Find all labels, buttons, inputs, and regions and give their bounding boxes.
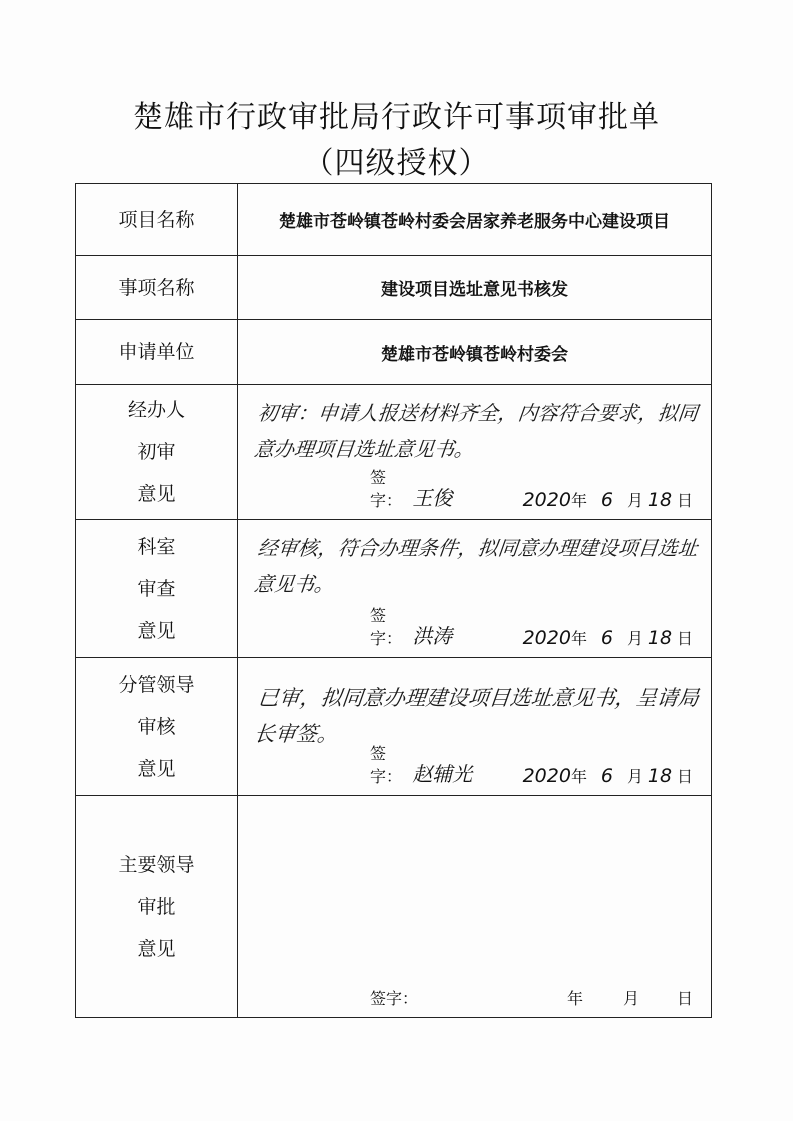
signature-line: [370, 744, 693, 787]
handwritten-opinion: 已审，拟同意办理建设项目选址意见书，呈请局长审签。: [252, 686, 701, 746]
year-unit: 年: [566, 989, 583, 1008]
date-month: 6: [600, 627, 614, 649]
leader-review-row: [76, 658, 712, 796]
applicant-row: [76, 320, 712, 385]
handwritten-opinion: 经审核，符合办理条件，拟同意办理建设项目选址意见书。: [252, 536, 700, 596]
signature-label: 签字：: [370, 744, 403, 786]
chief-approval-row: [76, 796, 712, 1018]
signature-label: 签字：: [370, 989, 419, 1008]
date-day: 18: [647, 489, 673, 511]
signature-line: [370, 979, 693, 1009]
date-year: 2020: [522, 765, 571, 787]
sign-date: [537, 986, 693, 1009]
label-line: 意见: [137, 619, 176, 642]
label-line: 审核: [137, 715, 176, 738]
month-unit: 月: [626, 629, 643, 648]
month-unit: 月: [626, 491, 643, 510]
signature-label: 签字：: [370, 468, 403, 510]
date-day: 18: [647, 765, 673, 787]
label-line: 意见: [137, 757, 176, 780]
document-subtitle: （四级授权）: [303, 146, 490, 181]
sign-date: [497, 764, 693, 787]
year-unit: 年: [570, 629, 587, 648]
signature-line: [370, 606, 693, 649]
year-unit: 年: [570, 491, 587, 510]
signature: 王俊: [412, 486, 453, 510]
day-unit: 日: [676, 629, 693, 648]
leader-review-cell: [238, 658, 712, 796]
label-line: 初审: [137, 441, 176, 463]
signature-line: [370, 468, 693, 511]
chief-approval-cell: [238, 796, 712, 1018]
approval-form-table: [75, 183, 712, 1018]
label-line: 分管领导: [118, 673, 195, 696]
day-unit: 日: [676, 767, 693, 786]
project-name-value: 楚雄市苍岭镇苍岭村委会居家养老服务中心建设项目: [238, 184, 712, 256]
month-unit: 月: [626, 767, 643, 786]
item-name-value: 建设项目选址意见书核发: [238, 256, 712, 320]
project-name-label: 项目名称: [76, 184, 238, 256]
applicant-value: 楚雄市苍岭镇苍岭村委会: [238, 320, 712, 385]
leader-review-label: [76, 658, 238, 796]
date-day: 18: [647, 627, 673, 649]
label-line: 意见: [137, 937, 176, 960]
year-unit: 年: [570, 767, 587, 786]
handwritten-opinion: 初审：申请人报送材料齐全，内容符合要求，拟同意办理项目选址意见书。: [252, 401, 700, 461]
day-unit: 日: [676, 491, 693, 510]
item-name-label: 事项名称: [76, 256, 238, 320]
label-line: 主要领导: [118, 853, 195, 876]
month-unit: 月: [622, 989, 639, 1008]
label-line: 审批: [137, 895, 176, 918]
label-line: 经办人: [127, 399, 185, 421]
date-year: 2020: [522, 627, 571, 649]
sign-date: [497, 626, 693, 649]
section-opinion-cell: [238, 520, 712, 658]
clerk-opinion-label: [76, 385, 238, 520]
day-unit: 日: [676, 989, 693, 1008]
document-title: 楚雄市行政审批局行政许可事项审批单: [133, 100, 660, 135]
label-line: 意见: [137, 483, 176, 505]
project-name-row: [76, 184, 712, 256]
clerk-opinion-cell: [238, 385, 712, 520]
item-name-row: [76, 256, 712, 320]
date-year: 2020: [522, 489, 571, 511]
chief-approval-label: [76, 796, 238, 1018]
signature: 赵辅光: [412, 762, 473, 786]
date-month: 6: [600, 489, 614, 511]
signature-label: 签字：: [370, 606, 403, 648]
label-line: 审查: [137, 577, 176, 600]
signature: 洪涛: [412, 624, 453, 648]
clerk-opinion-row: [76, 385, 712, 520]
date-month: 6: [600, 765, 614, 787]
section-opinion-label: [76, 520, 238, 658]
label-line: 科室: [137, 535, 176, 558]
applicant-label: 申请单位: [76, 320, 238, 385]
section-opinion-row: [76, 520, 712, 658]
sign-date: [497, 488, 693, 511]
